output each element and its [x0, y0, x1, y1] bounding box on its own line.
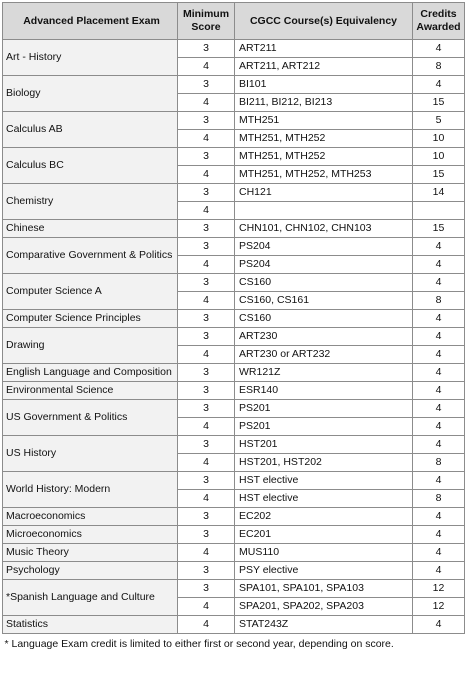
minimum-score-cell: 3 [178, 328, 235, 346]
header-row [3, 3, 465, 40]
credits-awarded-cell: 4 [413, 238, 465, 256]
minimum-score-cell: 4 [178, 454, 235, 472]
course-equivalency-cell: EC202 [235, 508, 413, 526]
course-equivalency-cell: PSY elective [235, 562, 413, 580]
course-equivalency-cell: ART230 [235, 328, 413, 346]
table-row [3, 616, 465, 634]
course-equivalency-cell: CS160 [235, 274, 413, 292]
course-equivalency-cell: ART230 or ART232 [235, 346, 413, 364]
minimum-score-cell: 4 [178, 616, 235, 634]
table-row [3, 436, 465, 454]
credits-awarded-cell: 4 [413, 346, 465, 364]
credits-awarded-cell: 4 [413, 274, 465, 292]
table-row [3, 310, 465, 328]
credits-awarded-cell: 4 [413, 436, 465, 454]
exam-name: Microeconomics [3, 526, 178, 544]
course-equivalency-cell: ART211 [235, 40, 413, 58]
table-row [3, 328, 465, 346]
exam-name: Environmental Science [3, 382, 178, 400]
minimum-score-cell: 4 [178, 346, 235, 364]
exam-name: Calculus AB [3, 112, 178, 148]
credits-awarded-cell: 4 [413, 616, 465, 634]
minimum-score-cell: 3 [178, 526, 235, 544]
credits-awarded-cell: 4 [413, 508, 465, 526]
minimum-score-cell: 3 [178, 310, 235, 328]
exam-name: Art - History [3, 40, 178, 76]
minimum-score-cell: 3 [178, 274, 235, 292]
table-row [3, 112, 465, 130]
minimum-score-cell: 4 [178, 598, 235, 616]
course-equivalency-cell: SPA101, SPA101, SPA103 [235, 580, 413, 598]
table-row [3, 544, 465, 562]
credits-awarded-cell: 15 [413, 220, 465, 238]
credits-awarded-cell: 4 [413, 256, 465, 274]
exam-name: World History: Modern [3, 472, 178, 508]
minimum-score-cell: 4 [178, 292, 235, 310]
course-equivalency-cell: PS201 [235, 418, 413, 436]
credits-awarded-cell: 4 [413, 382, 465, 400]
course-equivalency-cell: HST201, HST202 [235, 454, 413, 472]
course-equivalency-cell: HST elective [235, 490, 413, 508]
exam-name: Computer Science Principles [3, 310, 178, 328]
credits-awarded-cell: 15 [413, 166, 465, 184]
minimum-score-cell: 4 [178, 256, 235, 274]
minimum-score-cell: 3 [178, 508, 235, 526]
table-row [3, 526, 465, 544]
course-equivalency-cell: PS204 [235, 238, 413, 256]
course-equivalency-cell: HST elective [235, 472, 413, 490]
course-equivalency-cell: MUS110 [235, 544, 413, 562]
course-equivalency-cell: BI101 [235, 76, 413, 94]
course-equivalency-cell: WR121Z [235, 364, 413, 382]
footnote: * Language Exam credit is limited to either first or second year, depending on score. [4, 638, 394, 650]
credits-awarded-cell: 10 [413, 130, 465, 148]
table-row [3, 220, 465, 238]
ap-credit-table [2, 2, 465, 654]
minimum-score-cell: 3 [178, 238, 235, 256]
credits-awarded-cell: 4 [413, 328, 465, 346]
exam-name: *Spanish Language and Culture [3, 580, 178, 616]
credits-awarded-cell: 4 [413, 562, 465, 580]
minimum-score-cell: 4 [178, 490, 235, 508]
minimum-score-cell: 3 [178, 112, 235, 130]
header-exam: Advanced Placement Exam [3, 3, 178, 40]
table-row [3, 274, 465, 292]
minimum-score-cell: 3 [178, 76, 235, 94]
minimum-score-cell: 4 [178, 130, 235, 148]
course-equivalency-cell: CS160 [235, 310, 413, 328]
exam-name: Calculus BC [3, 148, 178, 184]
credits-awarded-cell: 8 [413, 58, 465, 76]
ap-credit-table-wrapper [2, 2, 464, 654]
table-row [3, 40, 465, 58]
minimum-score-cell: 3 [178, 400, 235, 418]
table-row [3, 76, 465, 94]
minimum-score-cell: 3 [178, 148, 235, 166]
course-equivalency-cell: STAT243Z [235, 616, 413, 634]
credits-awarded-cell: 4 [413, 544, 465, 562]
footnote-row [3, 634, 465, 655]
credits-awarded-cell: 8 [413, 490, 465, 508]
minimum-score-cell: 3 [178, 562, 235, 580]
table-body [3, 40, 465, 634]
minimum-score-cell: 3 [178, 184, 235, 202]
exam-name: English Language and Composition [3, 364, 178, 382]
course-equivalency-cell: BI211, BI212, BI213 [235, 94, 413, 112]
credits-awarded-cell: 10 [413, 148, 465, 166]
minimum-score-cell: 4 [178, 166, 235, 184]
credits-awarded-cell: 8 [413, 454, 465, 472]
minimum-score-cell: 3 [178, 472, 235, 490]
minimum-score-cell: 3 [178, 436, 235, 454]
credits-awarded-cell: 5 [413, 112, 465, 130]
header-credits-awarded: Credits Awarded [413, 3, 465, 40]
course-equivalency-cell: ART211, ART212 [235, 58, 413, 76]
course-equivalency-cell: EC201 [235, 526, 413, 544]
exam-name: Computer Science A [3, 274, 178, 310]
course-equivalency-cell: CHN101, CHN102, CHN103 [235, 220, 413, 238]
minimum-score-cell: 3 [178, 220, 235, 238]
course-equivalency-cell: MTH251, MTH252 [235, 130, 413, 148]
exam-name: Macroeconomics [3, 508, 178, 526]
credits-awarded-cell: 4 [413, 472, 465, 490]
course-equivalency-cell: ESR140 [235, 382, 413, 400]
credits-awarded-cell: 4 [413, 526, 465, 544]
table-row [3, 580, 465, 598]
course-equivalency-cell: CS160, CS161 [235, 292, 413, 310]
course-equivalency-cell: SPA201, SPA202, SPA203 [235, 598, 413, 616]
credits-awarded-cell: 4 [413, 364, 465, 382]
table-row [3, 472, 465, 490]
minimum-score-cell: 4 [178, 544, 235, 562]
minimum-score-cell: 4 [178, 94, 235, 112]
minimum-score-cell: 4 [178, 418, 235, 436]
exam-name: Drawing [3, 328, 178, 364]
credits-awarded-cell: 8 [413, 292, 465, 310]
table-row [3, 184, 465, 202]
header-course-equivalency: CGCC Course(s) Equivalency [235, 3, 413, 40]
minimum-score-cell: 3 [178, 580, 235, 598]
credits-awarded-cell: 14 [413, 184, 465, 202]
credits-awarded-cell: 4 [413, 418, 465, 436]
course-equivalency-cell [235, 202, 413, 220]
exam-name: Music Theory [3, 544, 178, 562]
table-row [3, 400, 465, 418]
minimum-score-cell: 4 [178, 202, 235, 220]
course-equivalency-cell: CH121 [235, 184, 413, 202]
exam-name: Comparative Government & Politics [3, 238, 178, 274]
exam-name: US History [3, 436, 178, 472]
table-row [3, 364, 465, 382]
course-equivalency-cell: HST201 [235, 436, 413, 454]
exam-name: US Government & Politics [3, 400, 178, 436]
credits-awarded-cell: 12 [413, 598, 465, 616]
course-equivalency-cell: MTH251 [235, 112, 413, 130]
credits-awarded-cell [413, 202, 465, 220]
table-row [3, 148, 465, 166]
course-equivalency-cell: MTH251, MTH252, MTH253 [235, 166, 413, 184]
minimum-score-cell: 3 [178, 364, 235, 382]
credits-awarded-cell: 4 [413, 40, 465, 58]
minimum-score-cell: 3 [178, 382, 235, 400]
course-equivalency-cell: PS204 [235, 256, 413, 274]
exam-name: Biology [3, 76, 178, 112]
credits-awarded-cell: 4 [413, 76, 465, 94]
table-row [3, 562, 465, 580]
credits-awarded-cell: 12 [413, 580, 465, 598]
course-equivalency-cell: PS201 [235, 400, 413, 418]
exam-name: Statistics [3, 616, 178, 634]
table-row [3, 508, 465, 526]
credits-awarded-cell: 4 [413, 310, 465, 328]
minimum-score-cell: 3 [178, 40, 235, 58]
table-row [3, 238, 465, 256]
header-minimum-score: Minimum Score [178, 3, 235, 40]
credits-awarded-cell: 4 [413, 400, 465, 418]
exam-name: Psychology [3, 562, 178, 580]
credits-awarded-cell: 15 [413, 94, 465, 112]
table-row [3, 382, 465, 400]
minimum-score-cell: 4 [178, 58, 235, 76]
exam-name: Chinese [3, 220, 178, 238]
exam-name: Chemistry [3, 184, 178, 220]
course-equivalency-cell: MTH251, MTH252 [235, 148, 413, 166]
